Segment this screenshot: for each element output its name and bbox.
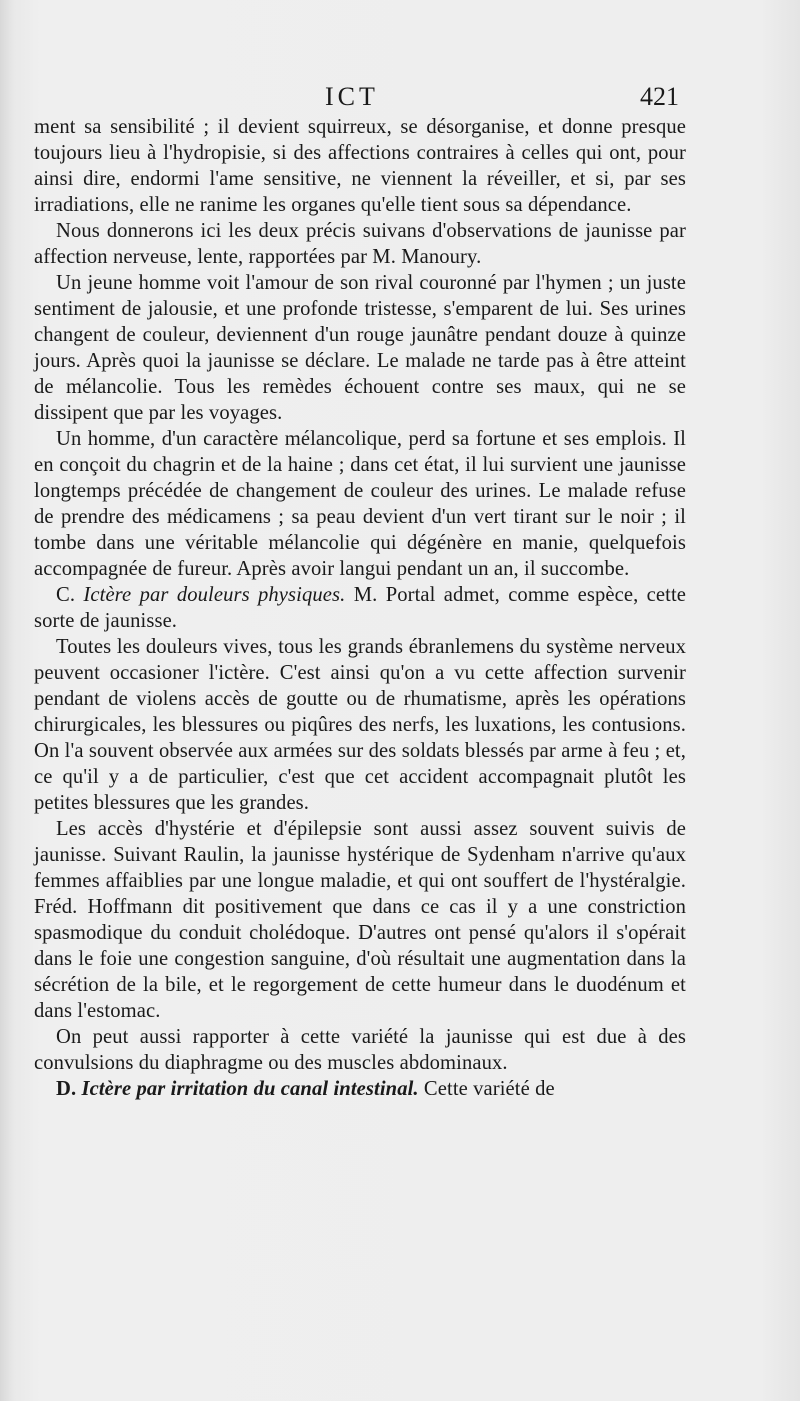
paragraph bbox=[34, 218, 686, 270]
paragraph bbox=[34, 114, 686, 218]
paragraph-text: Nous donnerons ici les deux précis suivans d'observations de jaunisse par affection nerveuse, lente, rapportées par M. Manoury. bbox=[34, 220, 686, 268]
running-head: ICT bbox=[325, 82, 379, 111]
section-title: Ictère par irritation du canal intestinal. bbox=[81, 1078, 419, 1100]
paragraph-text: On peut aussi rapporter à cette variété la jaunisse qui est due à des convulsions du diaphragme ou des muscles abdominaux. bbox=[34, 1026, 686, 1074]
paragraph bbox=[34, 1024, 686, 1076]
paragraph-text: Les accès d'hystérie et d'épilepsie sont aussi assez souvent suivis de jaunisse. Suivant Raulin, la jaunisse hystérique de Sydenham n'arrive qu'aux femmes affaiblies par une longue maladie, et qui ont souffert de l'hystéralgie. Fréd. Hoffmann dit positivement que dans ce cas il y a une constriction spasmodique du conduit cholédoque. D'autres ont pensé qu'alors il s'opérait dans le foie une congestion sanguine, d'où résultait une augmentation dans la sécrétion de la bile, et le regorgement de cette humeur dans le duodénum et dans l'estomac. bbox=[34, 818, 686, 1022]
paragraph-text: M. Portal admet, comme espèce, cette sorte de jaunisse. bbox=[34, 584, 687, 632]
paragraph-text: Un jeune homme voit l'amour de son rival couronné par l'hymen ; un juste sentiment de jalousie, et une profonde tristesse, s'emparent de lui. Ses urines changent de couleur, deviennent d'un rouge jaunâtre pendant douze à quinze jours. Après quoi la jaunisse se déclare. Le malade ne tarde pas à être atteint de mélancolie. Tous les remèdes échouent contre ses maux, qui ne se dissipent que par les voyages. bbox=[34, 272, 686, 424]
section-title: Ictère par douleurs physiques. bbox=[83, 584, 346, 606]
section-c-paragraph bbox=[34, 582, 686, 634]
paragraph-text: ment sa sensibilité ; il devient squirreux, se désorganise, et donne presque toujours lieu à l'hydropisie, si des affections contraires à celles qui ont, pour ainsi dire, endormi l'ame sensitive, ne viennent la réveiller, et si, par ses irradiations, elle ne ranime les organes qu'elle tient sous sa dépendance. bbox=[34, 116, 686, 216]
section-letter: D. bbox=[56, 1078, 77, 1100]
section-letter: C. bbox=[56, 584, 76, 606]
paragraph bbox=[34, 426, 686, 582]
paragraph bbox=[34, 634, 686, 816]
paragraph-text: Un homme, d'un caractère mélancolique, perd sa fortune et ses emplois. Il en conçoit du chagrin et de la haine ; dans cet état, il lui survient une jaunisse longtemps précédée de changement de couleur des urines. Le malade refuse de prendre des médicamens ; sa peau devient d'un vert tirant sur le noir ; il tombe dans une véritable mélancolie qui dégénère en manie, quelquefois accompagnée de fureur. Après avoir langui pendant un an, il succombe. bbox=[34, 428, 686, 580]
paragraph-text: Cette variété de bbox=[423, 1078, 555, 1100]
body-text bbox=[34, 114, 686, 1102]
page-number: 421 bbox=[640, 82, 679, 111]
paragraph-text: Toutes les douleurs vives, tous les grands ébranlemens du système nerveux peuvent occasioner l'ictère. C'est ainsi qu'on a vu cette affection survenir pendant de violens accès de goutte ou de rhumatisme, après les opérations chirurgicales, les blessures ou piqûres des nerfs, les luxations, les contusions. On l'a souvent observée aux armées sur des soldats blessés par arme à feu ; et, ce qu'il y a de particulier, c'est que cet accident accompagnait plutôt les petites blessures que les grandes. bbox=[34, 636, 686, 814]
page-header bbox=[0, 82, 800, 112]
paragraph bbox=[34, 816, 686, 1024]
section-d-paragraph bbox=[34, 1076, 686, 1102]
paragraph bbox=[34, 270, 686, 426]
